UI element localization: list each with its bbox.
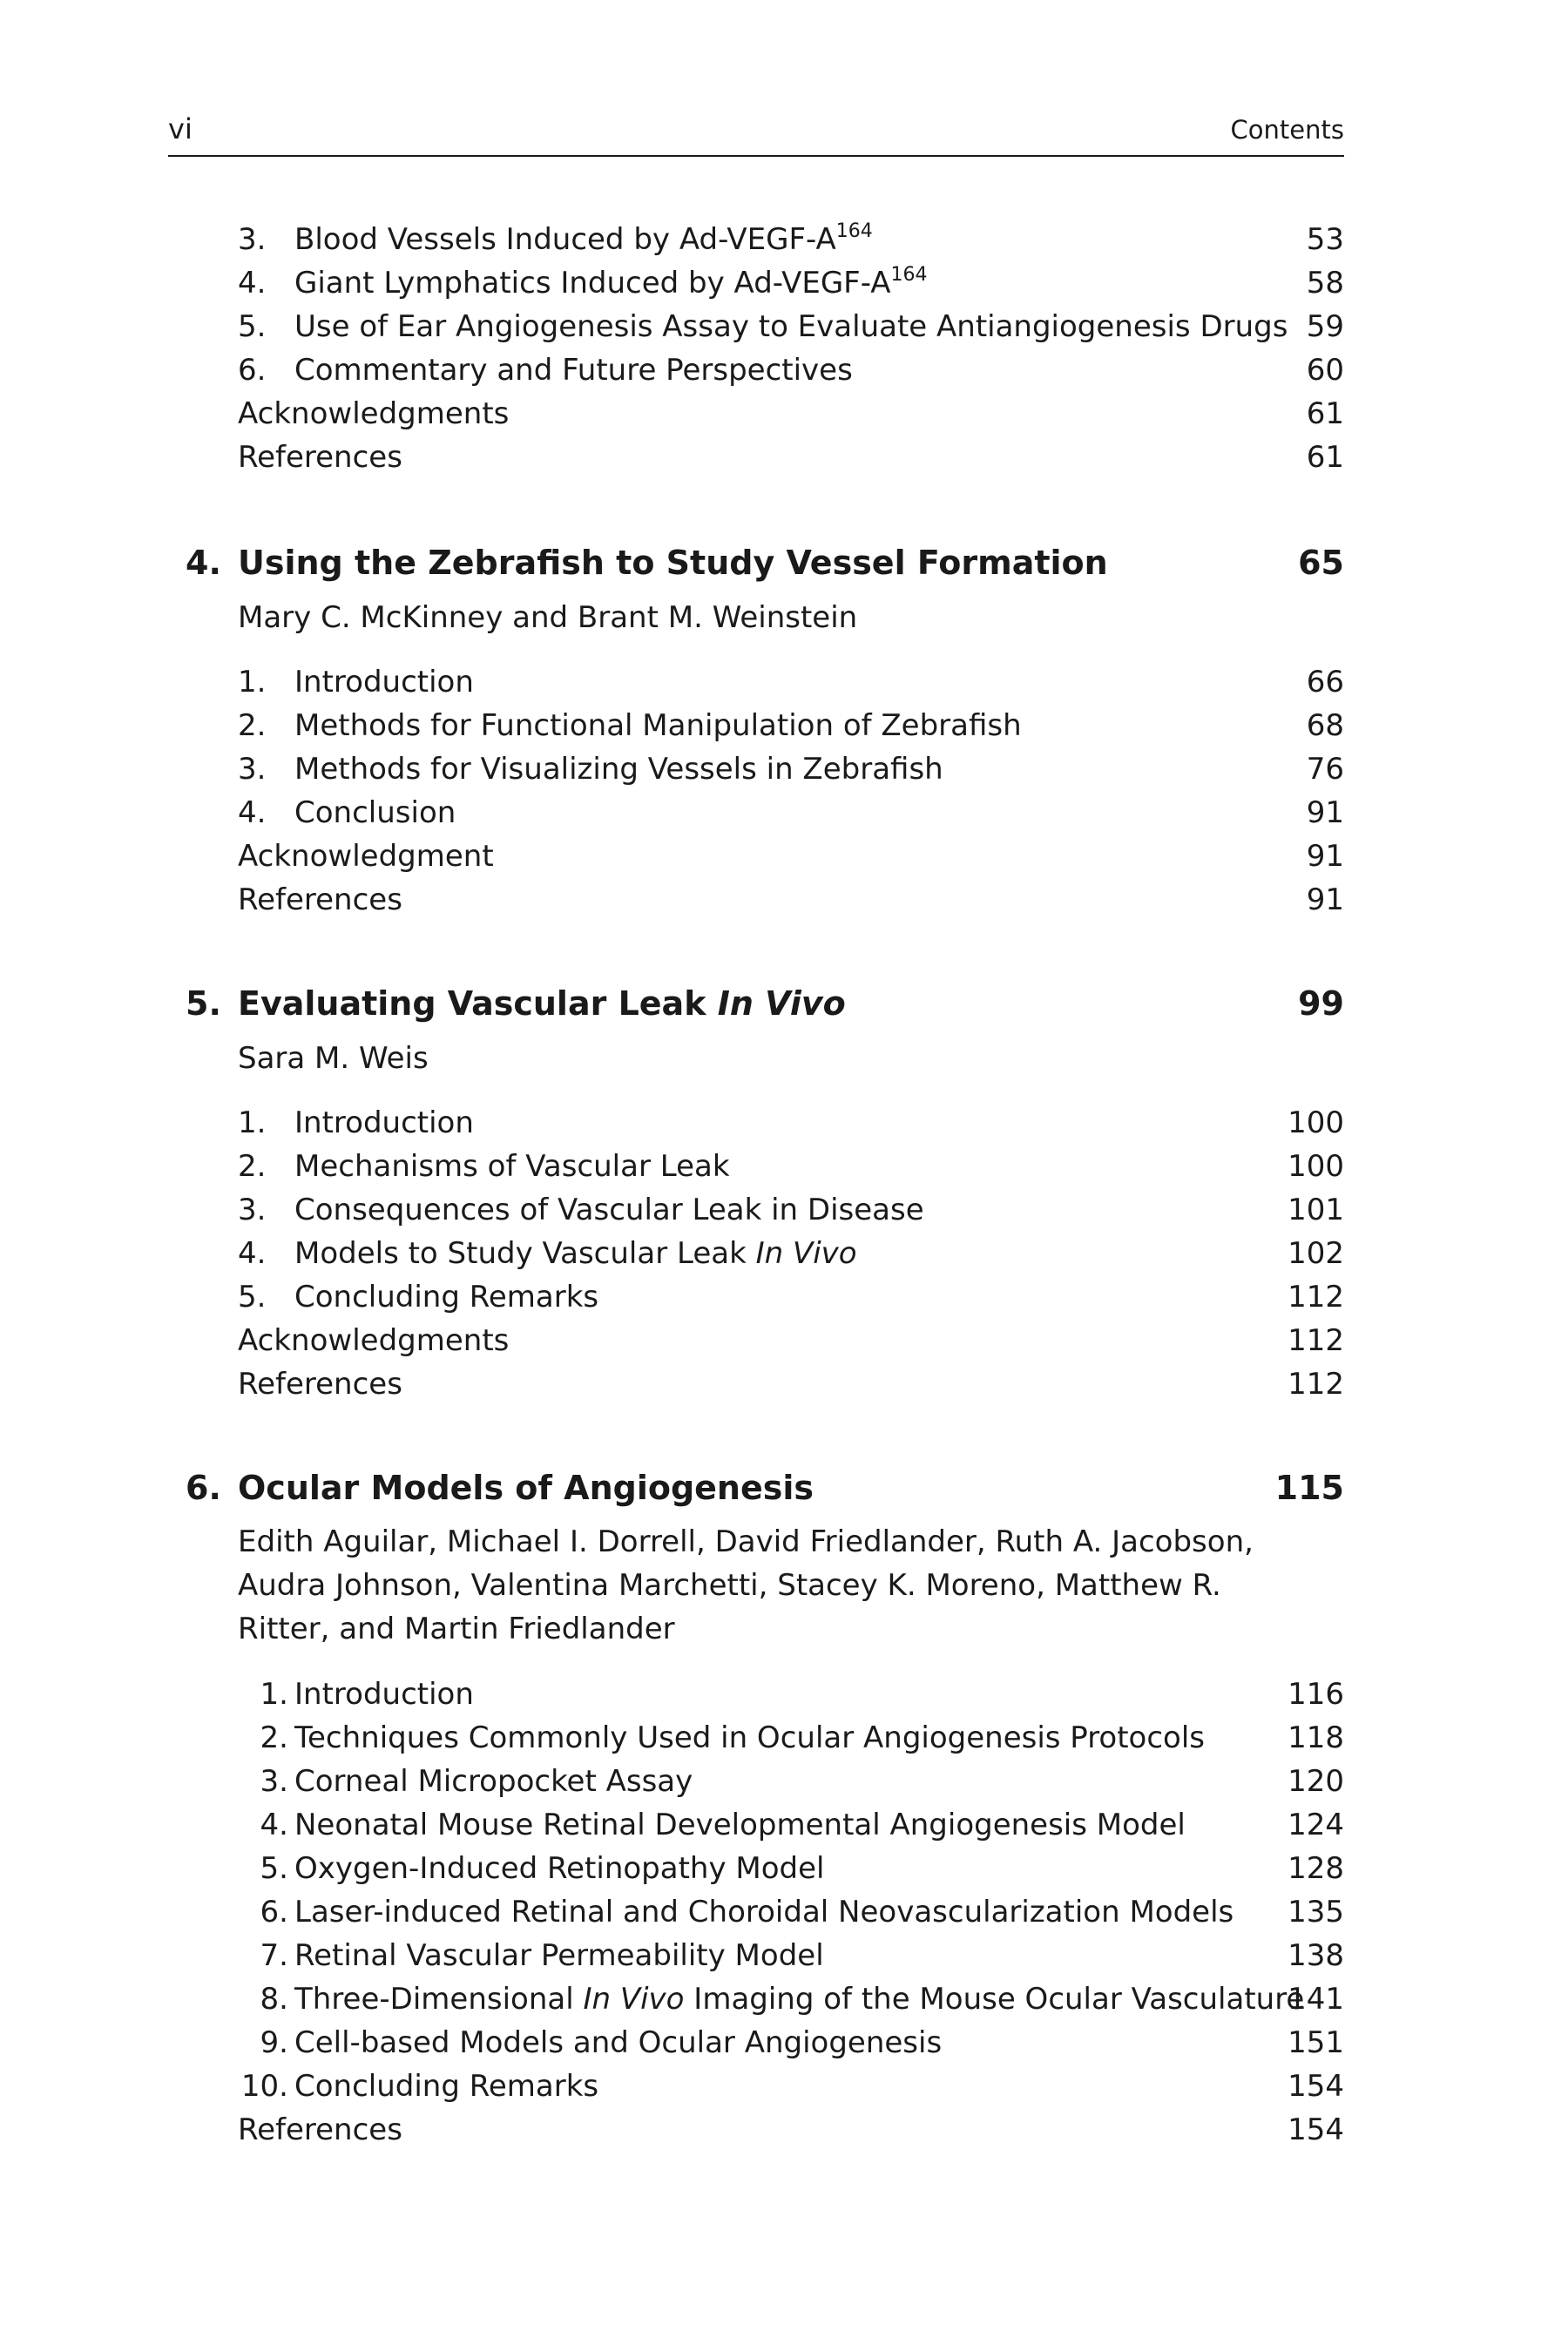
chapter-6-entries [0,1673,1568,2152]
entry-number: 2. [238,708,267,743]
toc-entry[interactable] [0,218,1568,261]
toc-entry[interactable] [0,1847,1568,1890]
running-head [168,112,1344,157]
entry-page: 120 [1288,1764,1344,1799]
page-number: vi [168,112,193,145]
entry-title: Introduction [294,1105,474,1140]
entry-page: 53 [1306,222,1344,257]
entry-title: Methods for Functional Manipulation of Zebrafish [294,708,1022,743]
toc-entry[interactable] [0,1934,1568,1977]
entry-title: Acknowledgments [238,1323,510,1358]
entry-title-text: Three-Dimensional [294,1982,584,2017]
entry-title: Methods for Visualizing Vessels in Zebrafish [294,752,943,787]
entry-number: 3. [238,222,267,257]
entry-page: 102 [1288,1236,1344,1271]
entry-number: 3. [238,1193,267,1227]
entry-title: Conclusion [294,795,456,830]
entry-number: 4. [260,1808,288,1842]
entry-number: 3. [238,752,267,787]
entry-page: 66 [1306,665,1344,700]
chapter-5 [0,977,1568,1030]
toc-entry[interactable] [0,1275,1568,1319]
chapter-authors: Sara M. Weis [238,1041,429,1076]
chapter-5-entries [0,1101,1568,1406]
toc-entry[interactable] [0,2065,1568,2108]
chapter-6 [0,1462,1568,1514]
entry-title: Mechanisms of Vascular Leak [294,1149,730,1184]
toc-entry[interactable] [0,261,1568,305]
toc-entry[interactable] [0,791,1568,835]
chapter-4-entries [0,660,1568,922]
toc-entry[interactable] [0,1101,1568,1145]
entry-title: Neonatal Mouse Retinal Developmental Angiogenesis Model [294,1808,1186,1842]
entry-number: 10. [240,2069,288,2104]
entry-page: 128 [1288,1851,1344,1886]
toc-entry[interactable] [0,1673,1568,1716]
entry-number: 7. [260,1938,288,1973]
entry-page: 116 [1288,1677,1344,1712]
entry-page: 124 [1288,1808,1344,1842]
entry-title-suffix: Imaging of the Mouse Ocular Vasculature [684,1982,1305,2017]
toc-entry[interactable] [0,747,1568,791]
entry-title: Acknowledgment [238,839,494,874]
chapter-page: 99 [1298,984,1344,1023]
chapter-3-continued [0,218,1568,479]
entry-page: 154 [1288,2069,1344,2104]
entry-title: Concluding Remarks [294,2069,599,2104]
entry-number: 3. [260,1764,288,1799]
entry-number: 1. [238,665,267,700]
toc-entry[interactable] [0,660,1568,704]
entry-page: 112 [1288,1367,1344,1402]
entry-number: 9. [260,2025,288,2060]
entry-title: Concluding Remarks [294,1280,599,1315]
chapter-number: 6. [186,1469,221,1507]
entry-title-text: Blood Vessels Induced by Ad-VEGF-A [294,222,836,257]
toc-entry[interactable] [0,348,1568,392]
toc-entry-references[interactable] [0,1362,1568,1406]
entry-page: 118 [1288,1720,1344,1755]
entry-title [294,261,928,305]
toc-entry-acknowledgment[interactable] [0,835,1568,878]
entry-title: Consequences of Vascular Leak in Disease [294,1193,924,1227]
chapter-4 [0,537,1568,589]
entry-number: 1. [238,1105,267,1140]
entry-title-italic: In Vivo [583,1982,685,2017]
entry-title: Acknowledgments [238,396,510,431]
entry-page: 58 [1306,266,1344,301]
entry-page: 76 [1306,752,1344,787]
toc-entry[interactable] [0,1716,1568,1760]
chapter-heading[interactable] [0,1462,1568,1514]
chapter-heading[interactable] [0,537,1568,589]
entry-title: Retinal Vascular Permeability Model [294,1938,824,1973]
toc-entry[interactable] [0,1977,1568,2021]
entry-page: 91 [1306,839,1344,874]
toc-entry-acknowledgments[interactable] [0,1319,1568,1362]
entry-page: 91 [1306,882,1344,917]
entry-page: 61 [1306,440,1344,475]
entry-title: Techniques Commonly Used in Ocular Angiogenesis Protocols [294,1720,1206,1755]
toc-entry[interactable] [0,1145,1568,1188]
entry-page: 61 [1306,396,1344,431]
chapter-title: Ocular Models of Angiogenesis [238,1469,814,1507]
toc-entry[interactable] [0,1232,1568,1275]
running-head-title: Contents [1230,115,1344,145]
toc-entry[interactable] [0,1188,1568,1232]
entry-title-text: Models to Study Vascular Leak [294,1236,756,1271]
toc-entry-references[interactable] [0,2108,1568,2152]
entry-title: Use of Ear Angiogenesis Assay to Evaluate Antiangiogenesis Drugs [294,309,1288,344]
entry-page: 59 [1306,309,1344,344]
entry-number: 6. [238,353,267,388]
entry-title: Introduction [294,665,474,700]
toc-entry[interactable] [0,1760,1568,1803]
entry-page: 68 [1306,708,1344,743]
entry-page: 135 [1288,1895,1344,1930]
chapter-page: 65 [1298,544,1344,582]
toc-entry[interactable] [0,2021,1568,2065]
entry-title: References [238,882,402,917]
chapter-authors: Mary C. McKinney and Brant M. Weinstein [238,600,858,635]
chapter-authors: Edith Aguilar, Michael I. Dorrell, David Friedlander, Ruth A. Jacobson, Audra Johnson, Valentina Marchetti, Stacey K. Moreno, Matthew R. Ritter, and Martin Friedlander [238,1524,1254,1646]
entry-title-italic: In Vivo [755,1236,857,1271]
entry-title [294,1232,857,1275]
entry-page: 91 [1306,795,1344,830]
entry-title: Commentary and Future Perspectives [294,353,853,388]
entry-number: 2. [260,1720,288,1755]
entry-title [294,1977,1304,2021]
toc-entry[interactable] [0,305,1568,348]
entry-page: 112 [1288,1323,1344,1358]
chapter-title [238,977,846,1030]
entry-page: 100 [1288,1149,1344,1184]
entry-number: 4. [238,266,267,301]
chapter-title: Using the Zebrafish to Study Vessel Formation [238,544,1108,582]
entry-page: 154 [1288,2112,1344,2147]
entry-title: References [238,1367,402,1402]
entry-page: 100 [1288,1105,1344,1140]
entry-title: Cell-based Models and Ocular Angiogenesis [294,2025,943,2060]
entry-page: 112 [1288,1280,1344,1315]
entry-title-text: Giant Lymphatics Induced by Ad-VEGF-A [294,266,891,301]
entry-title: Laser-induced Retinal and Choroidal Neovascularization Models [294,1895,1234,1930]
chapter-number: 4. [186,544,221,582]
entry-title: Introduction [294,1677,474,1712]
entry-number: 2. [238,1149,267,1184]
entry-number: 4. [238,795,267,830]
entry-number: 6. [260,1895,288,1930]
chapter-number: 5. [186,984,221,1023]
toc-entry-acknowledgments[interactable] [0,392,1568,436]
entry-number: 4. [238,1236,267,1271]
toc-entry-references[interactable] [0,878,1568,922]
entry-number: 5. [238,309,267,344]
entry-number: 8. [260,1982,288,2017]
entry-page: 138 [1288,1938,1344,1973]
toc-entry[interactable] [0,704,1568,747]
entry-page: 141 [1288,1982,1344,2017]
entry-title: Oxygen-Induced Retinopathy Model [294,1851,825,1886]
toc-entry[interactable] [0,1803,1568,1847]
chapter-title-text: Evaluating Vascular Leak [238,984,718,1023]
entry-page: 151 [1288,2025,1344,2060]
entry-title [294,218,873,261]
entry-number: 1. [260,1677,288,1712]
toc-entry[interactable] [0,1890,1568,1934]
chapter-page: 115 [1274,1469,1344,1507]
entry-title: References [238,2112,402,2147]
toc-entry-references[interactable] [0,436,1568,479]
entry-number: 5. [260,1851,288,1886]
entry-page: 60 [1306,353,1344,388]
entry-title: Corneal Micropocket Assay [294,1764,693,1799]
entry-number: 5. [238,1280,267,1315]
entry-title: References [238,440,402,475]
superscript: 164 [835,220,873,242]
superscript: 164 [890,264,928,286]
chapter-title-italic: In Vivo [717,984,846,1023]
entry-page: 101 [1288,1193,1344,1227]
chapter-heading[interactable] [0,977,1568,1030]
